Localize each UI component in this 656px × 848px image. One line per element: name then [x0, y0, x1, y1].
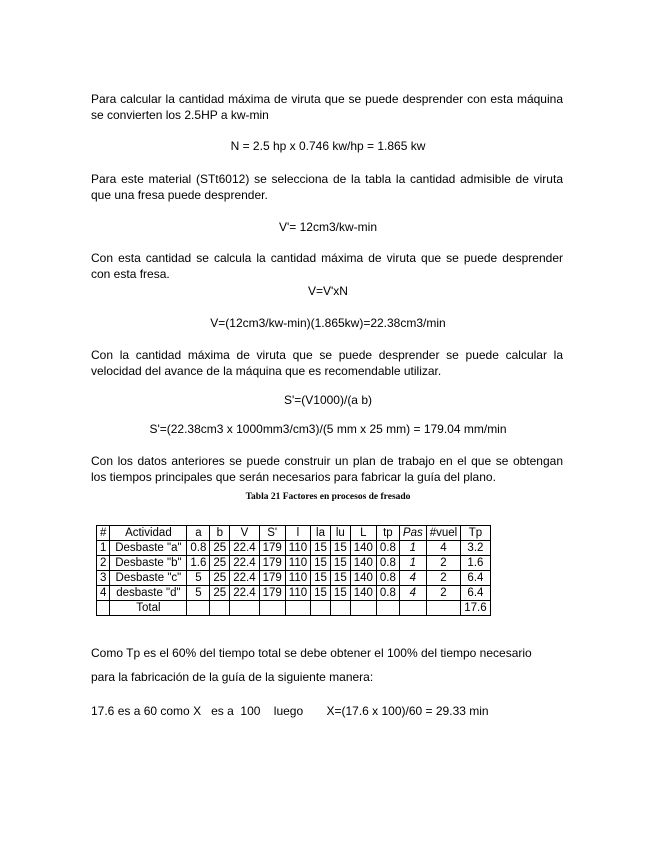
table-cell [311, 601, 331, 616]
table-cell: 3 [97, 571, 110, 586]
table-cell: 22.4 [230, 556, 259, 571]
table-cell [210, 601, 230, 616]
table-cell: 179 [259, 556, 285, 571]
table-cell: 140 [350, 571, 376, 586]
equation-v: V=V'xN [308, 284, 348, 298]
table-cell: 15 [330, 556, 350, 571]
table-cell: 0.8 [376, 586, 399, 601]
header-cell: S' [259, 526, 285, 541]
table-cell: 2 [426, 571, 461, 586]
header-cell: a [187, 526, 210, 541]
table-cell: 5 [187, 586, 210, 601]
table-cell: 4 [97, 586, 110, 601]
final-calculation: 17.6 es a 60 como X es a 100 luego X=(17.6 x 100)/60 = 29.33 min [91, 704, 489, 718]
table-cell: 25 [210, 571, 230, 586]
table-cell: 1.6 [461, 556, 490, 571]
table-cell: 6.4 [461, 571, 490, 586]
table-cell [399, 601, 426, 616]
table-cell: Desbaste "a" [110, 541, 187, 556]
equation-s: S'=(V1000)/(a b) [283, 393, 372, 407]
equation-admissible-chip: V'= 12cm3/kw-min [279, 220, 377, 234]
paragraph-material: Para este material (STt6012) se selecciona de la tabla la cantidad admisible de viruta que una fresa puede desprender. [91, 172, 563, 202]
total-label: Total [110, 601, 187, 616]
table-row [97, 571, 491, 586]
equation-v-result: V=(12cm3/kw-min)(1.865kw)=22.38cm3/min [210, 316, 446, 330]
table-cell: 15 [330, 586, 350, 601]
table-cell: 2 [426, 556, 461, 571]
table-cell: 22.4 [230, 571, 259, 586]
table-cell: 0.8 [187, 541, 210, 556]
header-cell: tp [376, 526, 399, 541]
table-cell: 179 [259, 571, 285, 586]
header-cell: Tp [461, 526, 490, 541]
table-total-row [97, 601, 491, 616]
paragraph-feed-speed: Con la cantidad máxima de viruta que se puede desprender se puede calcular la velocidad del avance de la máquina que es recomendable utilizar. [91, 348, 563, 378]
table-cell [285, 601, 310, 616]
table-cell: 15 [311, 571, 331, 586]
table-cell [376, 601, 399, 616]
table-cell: 3.2 [461, 541, 490, 556]
table-cell: 1.6 [187, 556, 210, 571]
table-cell: 22.4 [230, 541, 259, 556]
table-cell [187, 601, 210, 616]
table-row [97, 541, 491, 556]
table-cell: 15 [330, 541, 350, 556]
table-cell: 0.8 [376, 571, 399, 586]
table-cell: Desbaste "b" [110, 556, 187, 571]
header-cell: lu [330, 526, 350, 541]
paragraph-work-plan: Con los datos anteriores se puede construir un plan de trabajo en el que se obtengan los tiempos principales que serán necesarios para fabricar la guía del plano. [91, 454, 563, 484]
table-cell: 1 [399, 556, 426, 571]
paragraph-total-time-b: para la fabricación de la guía de la siguiente manera: [91, 670, 374, 684]
header-cell: Pas [399, 526, 426, 541]
table-cell: 2 [426, 586, 461, 601]
table-cell: 22.4 [230, 586, 259, 601]
table-cell: 110 [285, 556, 310, 571]
table-cell: 110 [285, 571, 310, 586]
table-cell: desbaste "d" [110, 586, 187, 601]
table-cell: 140 [350, 586, 376, 601]
table-cell [350, 601, 376, 616]
table-cell: 25 [210, 541, 230, 556]
equation-power: N = 2.5 hp x 0.746 kw/hp = 1.865 kw [230, 139, 426, 153]
header-cell: l [285, 526, 310, 541]
table-header-row [97, 526, 491, 541]
table-row [97, 586, 491, 601]
table-cell [230, 601, 259, 616]
table-cell: 2 [97, 556, 110, 571]
total-value: 17.6 [461, 601, 490, 616]
table-cell: 25 [210, 556, 230, 571]
table-cell: 15 [330, 571, 350, 586]
header-cell: #vuel [426, 526, 461, 541]
table-cell: 140 [350, 556, 376, 571]
table-cell: 15 [311, 586, 331, 601]
header-cell: V [230, 526, 259, 541]
table-cell: 0.8 [376, 541, 399, 556]
table-caption: Tabla 21 Factores en procesos de fresado [245, 492, 411, 502]
paragraph-total-time-a: Como Tp es el 60% del tiempo total se debe obtener el 100% del tiempo necesario [91, 646, 532, 660]
table-cell: 4 [399, 571, 426, 586]
table-cell [426, 601, 461, 616]
table-cell: 179 [259, 541, 285, 556]
header-cell: # [97, 526, 110, 541]
header-cell: Actividad [110, 526, 187, 541]
table-cell: 1 [97, 541, 110, 556]
table-cell [330, 601, 350, 616]
equation-s-result: S'=(22.38cm3 x 1000mm3/cm3)/(5 mm x 25 mm) = 179.04 mm/min [149, 422, 507, 436]
header-cell: la [311, 526, 331, 541]
table-cell: 110 [285, 541, 310, 556]
table-cell: 0.8 [376, 556, 399, 571]
table-cell: 5 [187, 571, 210, 586]
table-cell: Desbaste "c" [110, 571, 187, 586]
table-cell: 140 [350, 541, 376, 556]
header-cell: L [350, 526, 376, 541]
table-cell: 1 [399, 541, 426, 556]
table-cell: 6.4 [461, 586, 490, 601]
table-cell: 4 [426, 541, 461, 556]
table-cell: 15 [311, 556, 331, 571]
milling-factors-table [96, 525, 491, 616]
table-cell [97, 601, 110, 616]
header-cell: b [210, 526, 230, 541]
table-cell: 4 [399, 586, 426, 601]
paragraph-hp-conversion: Para calcular la cantidad máxima de viruta que se puede desprender con esta máquina se convierten los 2.5HP a kw-min [91, 92, 563, 122]
table-cell [259, 601, 285, 616]
table-cell: 110 [285, 586, 310, 601]
table-cell: 15 [311, 541, 331, 556]
table-cell: 25 [210, 586, 230, 601]
table-cell: 179 [259, 586, 285, 601]
paragraph-max-chip: Con esta cantidad se calcula la cantidad máxima de viruta que se puede desprender con esta fresa. [91, 251, 563, 281]
table-row [97, 556, 491, 571]
